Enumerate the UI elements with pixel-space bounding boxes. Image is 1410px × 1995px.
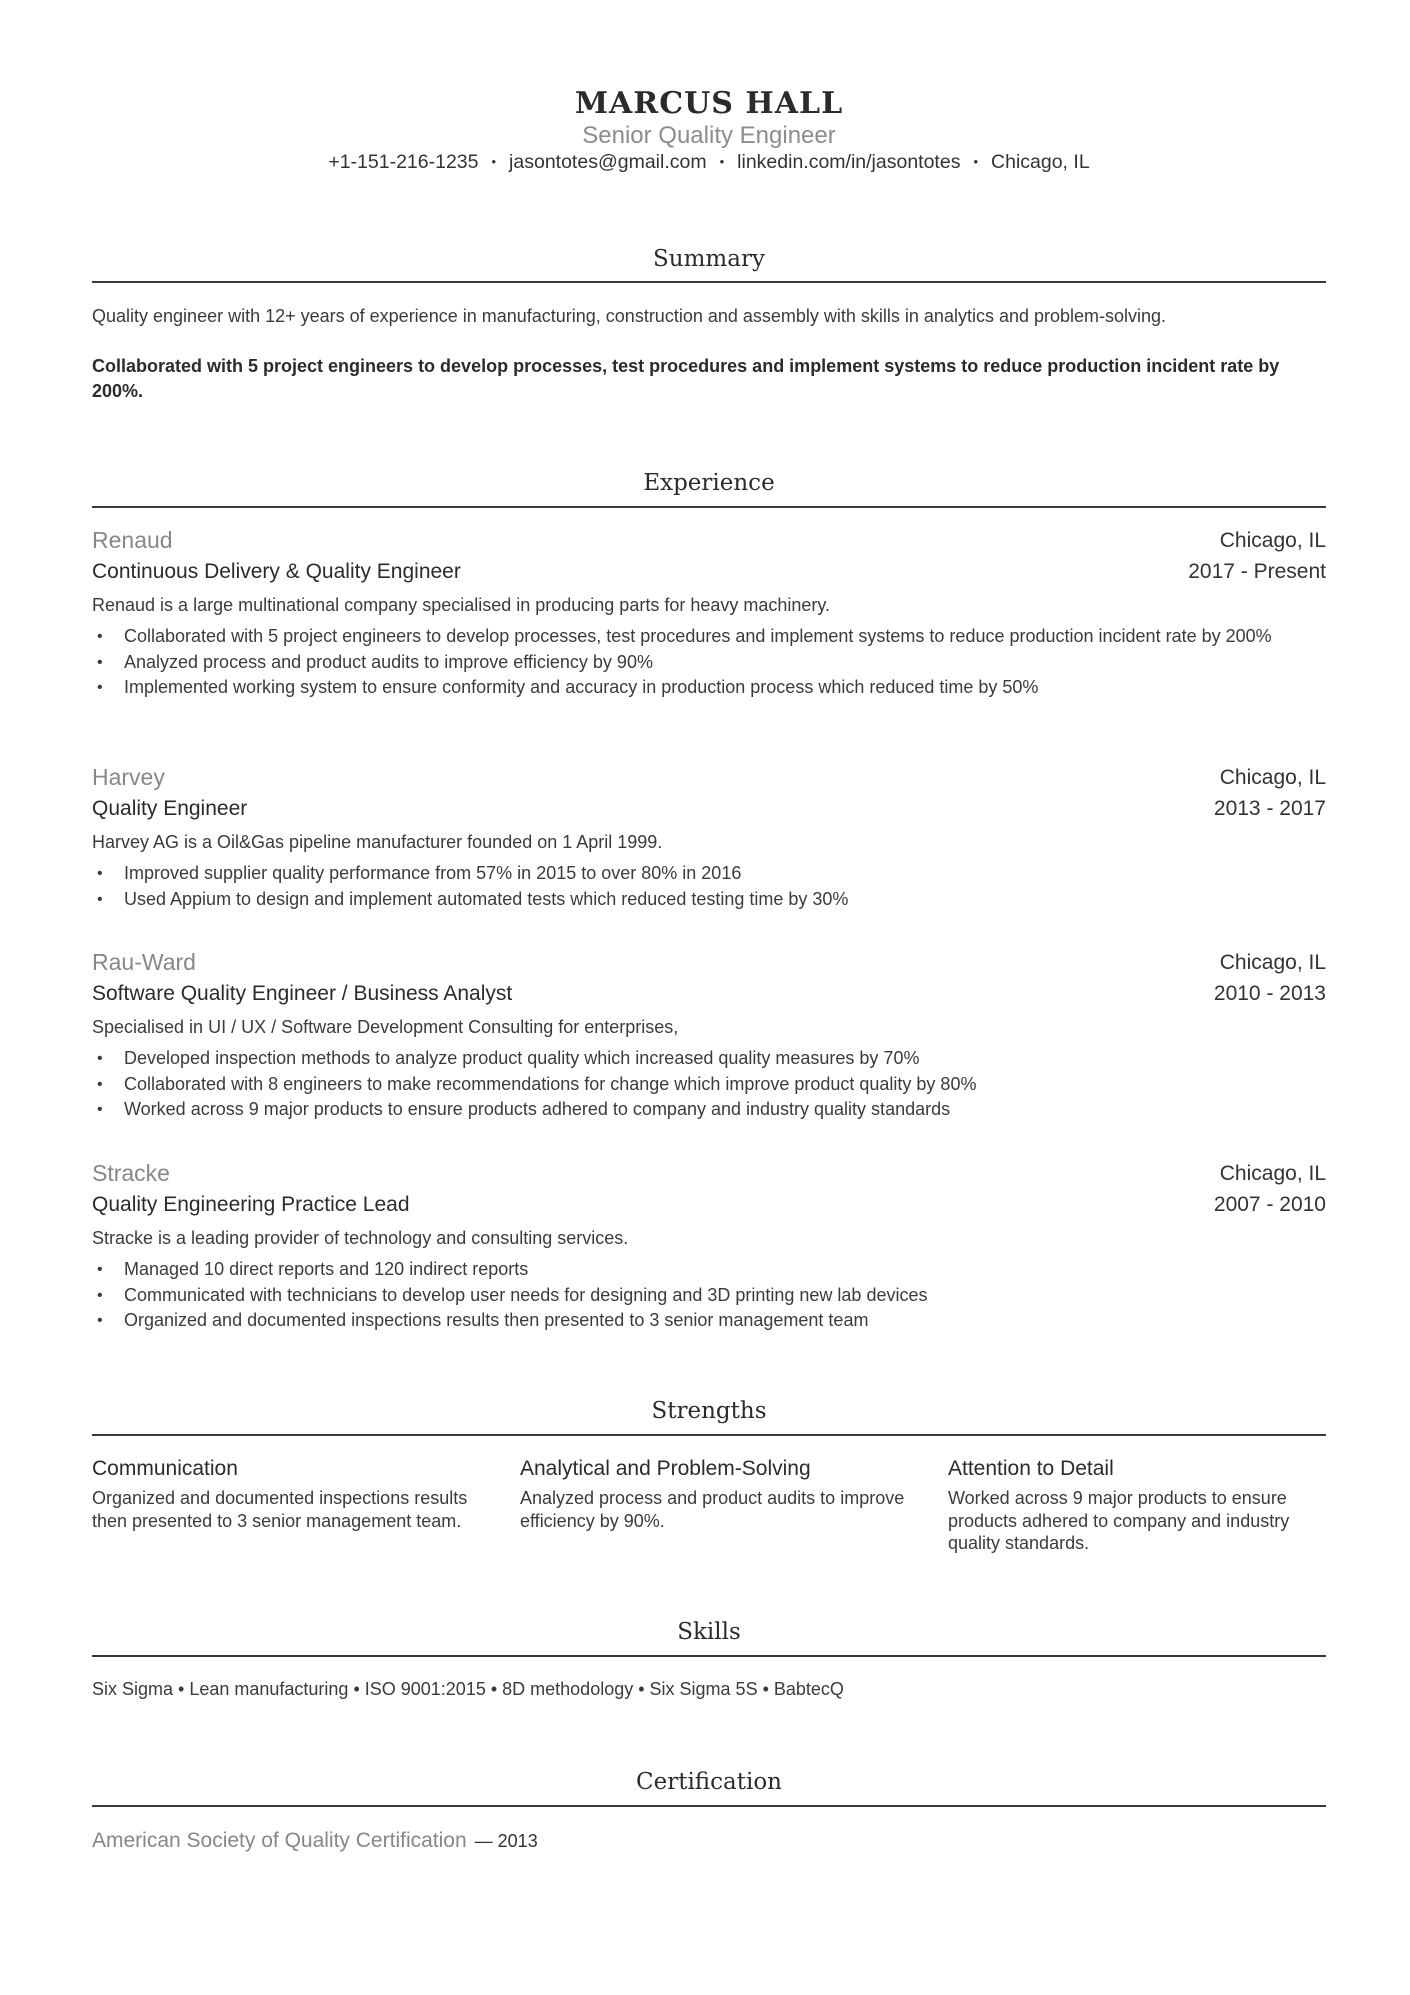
- job-company: Harvey: [92, 764, 165, 790]
- list-item: • Organized and documented inspections results then presented to 3 senior management team: [92, 1308, 1326, 1334]
- certification-heading: Certification: [636, 1769, 782, 1795]
- certification-year: — 2013: [474, 1831, 538, 1851]
- location: Chicago, IL: [991, 151, 1090, 173]
- job-location: Chicago, IL: [1219, 1162, 1326, 1185]
- strength-description: Analyzed process and product audits to improve efficiency by 90%.: [520, 1488, 905, 1531]
- strength-description: Organized and documented inspections results then presented to 3 senior management team.: [92, 1488, 468, 1531]
- list-item: • Used Appium to design and implement automated tests which reduced testing time by 30%: [92, 887, 1326, 913]
- list-item: • Managed 10 direct reports and 120 indirect reports: [92, 1257, 1326, 1283]
- separator-dot: •: [719, 154, 725, 169]
- job-dates: 2013 - 2017: [1213, 797, 1326, 820]
- job-title: Quality Engineer: [92, 797, 248, 820]
- list-item: • Collaborated with 8 engineers to make recommendations for change which improve product quality by 80%: [92, 1072, 1326, 1098]
- job-bullets: [92, 1257, 1326, 1334]
- skills-heading: Skills: [677, 1619, 741, 1645]
- separator-dot: •: [491, 154, 497, 169]
- job-location: Chicago, IL: [1219, 766, 1326, 789]
- strength-title: Communication: [92, 1457, 238, 1480]
- job-location: Chicago, IL: [1219, 529, 1326, 552]
- candidate-name: MARCUS HALL: [574, 86, 844, 121]
- job-description: Renaud is a large multinational company specialised in producing parts for heavy machinery.: [92, 595, 831, 615]
- strength-title: Attention to Detail: [948, 1457, 1114, 1480]
- contact-line: [92, 151, 1326, 174]
- list-item: • Improved supplier quality performance from 57% in 2015 to over 80% in 2016: [92, 861, 1326, 887]
- resume-page: [92, 0, 1326, 1995]
- section-divider: [92, 1434, 1326, 1436]
- job-description: Specialised in UI / UX / Software Development Consulting for enterprises,: [92, 1017, 679, 1037]
- strength-item: [948, 1457, 1326, 1555]
- list-item: • Communicated with technicians to develop user needs for designing and 3D printing new lab devices: [92, 1283, 1326, 1309]
- section-divider: [92, 1805, 1326, 1807]
- section-divider: [92, 281, 1326, 283]
- job-bullets: [92, 1046, 1326, 1123]
- linkedin[interactable]: linkedin.com/in/jasontotes: [737, 151, 961, 173]
- job-company: Stracke: [92, 1160, 170, 1186]
- certification-entry: [92, 1829, 538, 1853]
- separator-dot: •: [973, 154, 979, 169]
- strength-description: Worked across 9 major products to ensure products adhered to company and industry quality standards.: [948, 1488, 1290, 1553]
- job-description: Harvey AG is a Oil&Gas pipeline manufacturer founded on 1 April 1999.: [92, 832, 663, 852]
- candidate-role: Senior Quality Engineer: [582, 122, 836, 149]
- list-item: • Collaborated with 5 project engineers to develop processes, test procedures and implement systems to reduce production incident rate by 200%: [92, 624, 1326, 650]
- job-company: Renaud: [92, 527, 173, 553]
- section-divider: [92, 506, 1326, 508]
- job-bullets: [92, 861, 1326, 912]
- experience-heading: Experience: [643, 470, 775, 496]
- list-item: • Developed inspection methods to analyze product quality which increased quality measures by 70%: [92, 1046, 1326, 1072]
- job-title: Continuous Delivery & Quality Engineer: [92, 560, 461, 583]
- summary-heading: Summary: [653, 246, 765, 272]
- list-item: • Worked across 9 major products to ensure products adhered to company and industry quality standards: [92, 1097, 1326, 1123]
- job-company: Rau-Ward: [92, 949, 196, 975]
- job-dates: 2017 - Present: [1188, 560, 1326, 583]
- section-divider: [92, 1655, 1326, 1657]
- certification-name: American Society of Quality Certification: [92, 1829, 467, 1852]
- job-title: Software Quality Engineer / Business Analyst: [92, 982, 513, 1005]
- strength-title: Analytical and Problem-Solving: [520, 1457, 811, 1480]
- summary-text: Quality engineer with 12+ years of experience in manufacturing, construction and assembly with skills in analytics and problem-solving.: [92, 306, 1167, 326]
- job-dates: 2010 - 2013: [1213, 982, 1326, 1005]
- job-description: Stracke is a leading provider of technology and consulting services.: [92, 1228, 629, 1248]
- phone: +1-151-216-1235: [328, 151, 479, 173]
- job-title: Quality Engineering Practice Lead: [92, 1193, 410, 1216]
- strengths-heading: Strengths: [651, 1398, 767, 1424]
- strength-item: [520, 1457, 910, 1532]
- job-location: Chicago, IL: [1219, 951, 1326, 974]
- email[interactable]: jasontotes@gmail.com: [509, 151, 707, 173]
- job-bullets: [92, 624, 1326, 701]
- skills-list: Six Sigma • Lean manufacturing • ISO 9001:2015 • 8D methodology • Six Sigma 5S • BabtecQ: [92, 1679, 844, 1699]
- list-item: • Implemented working system to ensure conformity and accuracy in production process which reduced time by 50%: [92, 675, 1326, 701]
- list-item: • Analyzed process and product audits to improve efficiency by 90%: [92, 650, 1326, 676]
- summary-highlight: Collaborated with 5 project engineers to develop processes, test procedures and implement systems to reduce production incident rate by 200%.: [92, 356, 1280, 401]
- strength-item: [92, 1457, 482, 1532]
- job-dates: 2007 - 2010: [1213, 1193, 1326, 1216]
